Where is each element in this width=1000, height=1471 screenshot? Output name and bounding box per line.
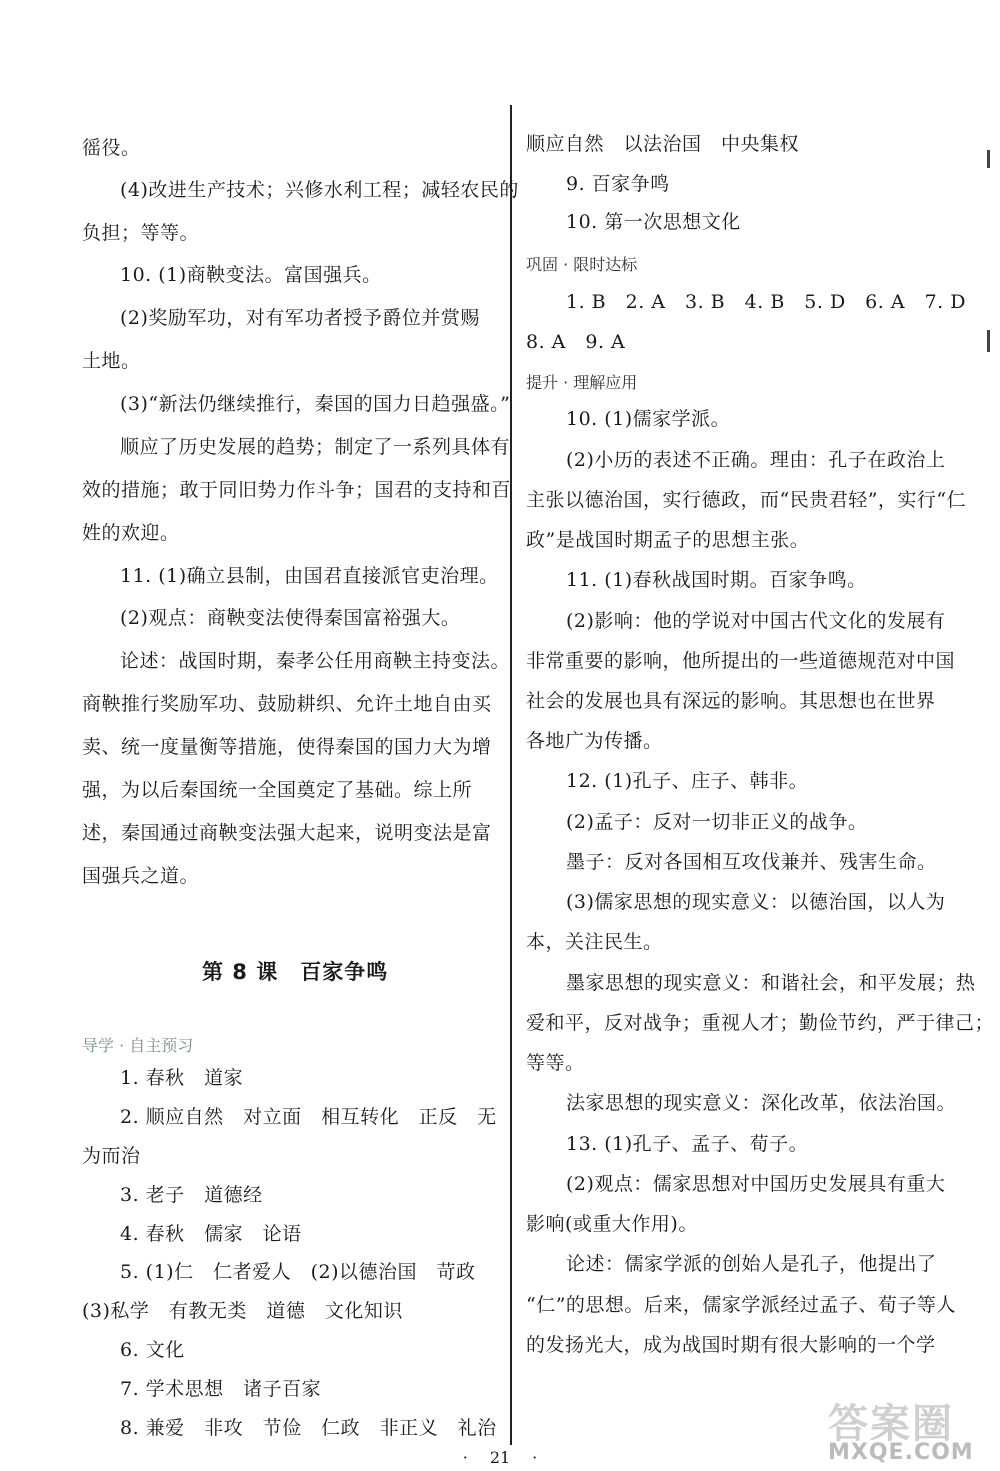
answer-line: 2. 顺应自然 对立面 相互转化 正反 无 <box>120 1106 497 1128</box>
text-line: (2)孟子：反对一切非正义的战争。 <box>566 811 868 833</box>
text-line: 负担；等等。 <box>82 222 200 244</box>
section-heading: 提升 · 理解应用 <box>526 373 638 392</box>
text-line: 强，为以后秦国统一全国奠定了基础。综上所 <box>82 779 473 801</box>
answer-line: 3. 老子 道德经 <box>120 1184 263 1206</box>
text-line: 国强兵之道。 <box>82 865 200 887</box>
text-line: 土地。 <box>82 350 141 372</box>
watermark-site: MXQE.COM <box>828 1440 974 1465</box>
answer-line: 为而治 <box>82 1145 141 1167</box>
text-line: 的发扬光大，成为战国时期有很大影响的一个学 <box>526 1334 936 1356</box>
multiple-choice-answers: 1. B 2. A 3. B 4. B 5. D 6. A 7. D <box>566 291 966 313</box>
text-line: (2)奖励军功，对有军功者授予爵位并赏赐 <box>120 307 480 329</box>
text-line: (3)“新法仍继续推行，秦国的国力日趋强盛。” <box>120 393 511 415</box>
text-line: 顺应了历史发展的趋势；制定了一系列具体有 <box>120 436 511 458</box>
column-divider <box>510 105 512 1445</box>
multiple-choice-answers: 8. A 9. A <box>526 331 626 353</box>
text-line: 影响(或重大作用)。 <box>526 1213 698 1235</box>
page-number: · 21 · <box>462 1448 538 1467</box>
text-line: (4)改进生产技术；兴修水利工程；减轻农民的 <box>120 179 519 201</box>
text-line: 姓的欢迎。 <box>82 522 180 544</box>
text-line: 效的措施；敢于同旧势力作斗争；国君的支持和百 <box>82 479 512 501</box>
text-line: 等等。 <box>526 1052 585 1074</box>
section-heading: 巩固 · 限时达标 <box>526 255 638 274</box>
text-line: 本，关注民生。 <box>526 931 663 953</box>
answer-line: 7. 学术思想 诸子百家 <box>120 1378 322 1400</box>
answer-line: 8. 兼爱 非攻 节俭 仁政 非正义 礼治 <box>120 1417 497 1439</box>
text-line: 墨家思想的现实意义：和谐社会，和平发展；热 <box>566 972 976 994</box>
text-line: “仁”的思想。后来，儒家学派经过孟子、荀子等人 <box>526 1294 956 1316</box>
text-line: 顺应自然 以法治国 中央集权 <box>526 133 800 155</box>
text-line: 政”是战国时期孟子的思想主张。 <box>526 529 810 551</box>
text-line: 各地广为传播。 <box>526 730 663 752</box>
text-line: 卖、统一度量衡等措施，使得秦国的国力大为增 <box>82 736 492 758</box>
text-line: 11. (1)确立县制，由国君直接派官吏治理。 <box>120 565 499 587</box>
section-heading: 导学 · 自主预习 <box>82 1036 194 1055</box>
text-line: 述，秦国通过商鞅变法强大起来，说明变法是富 <box>82 822 492 844</box>
text-line: 商鞅推行奖励军功、鼓励耕织、允许土地自由买 <box>82 693 492 715</box>
text-line: (2)小历的表述不正确。理由：孔子在政治上 <box>566 449 946 471</box>
answer-line: 5. (1)仁 仁者爱人 (2)以德治国 苛政 <box>120 1261 476 1283</box>
lesson-title: 第 8 课 百家争鸣 <box>202 960 389 984</box>
text-line: 10. (1)商鞅变法。富国强兵。 <box>120 264 382 286</box>
text-line: 12. (1)孔子、庄子、韩非。 <box>566 770 809 792</box>
text-line: 10. 第一次思想文化 <box>566 211 741 233</box>
text-line: (2)观点：商鞅变法使得秦国富裕强大。 <box>120 607 461 629</box>
text-line: 10. (1)儒家学派。 <box>566 408 731 430</box>
text-line: 论述：战国时期，秦孝公任用商鞅主持变法。 <box>120 650 511 672</box>
answer-line: 1. 春秋 道家 <box>120 1067 244 1089</box>
text-line: 论述：儒家学派的创始人是孔子，他提出了 <box>566 1253 937 1275</box>
text-line: 13. (1)孔子、孟子、荀子。 <box>566 1133 809 1155</box>
text-line: 墨子：反对各国相互攻伐兼并、残害生命。 <box>566 851 937 873</box>
answer-line: 6. 文化 <box>120 1339 185 1361</box>
text-line: 徭役。 <box>82 137 141 159</box>
answer-line: 4. 春秋 儒家 论语 <box>120 1223 302 1245</box>
scan-edge-mark <box>987 150 990 168</box>
watermark-logo: 答案圈 <box>828 1401 954 1447</box>
text-line: 主张以德治国，实行德政，而“民贵君轻”，实行“仁 <box>526 489 967 511</box>
text-line: 社会的发展也具有深远的影响。其思想也在世界 <box>526 690 936 712</box>
answer-line: (3)私学 有教无类 道德 文化知识 <box>82 1300 403 1322</box>
text-line: 非常重要的影响，他所提出的一些道德规范对中国 <box>526 650 956 672</box>
text-line: (3)儒家思想的现实意义：以德治国，以人为 <box>566 891 946 913</box>
text-line: (2)观点：儒家思想对中国历史发展具有重大 <box>566 1173 946 1195</box>
text-line: 法家思想的现实意义：深化改革，依法治国。 <box>566 1092 957 1114</box>
text-line: 11. (1)春秋战国时期。百家争鸣。 <box>566 569 867 591</box>
scan-edge-mark <box>987 330 990 352</box>
text-line: (2)影响：他的学说对中国古代文化的发展有 <box>566 610 946 632</box>
text-line: 爱和平，反对战争；重视人才；勤俭节约，严于律己； <box>526 1012 995 1034</box>
text-line: 9. 百家争鸣 <box>566 173 670 195</box>
